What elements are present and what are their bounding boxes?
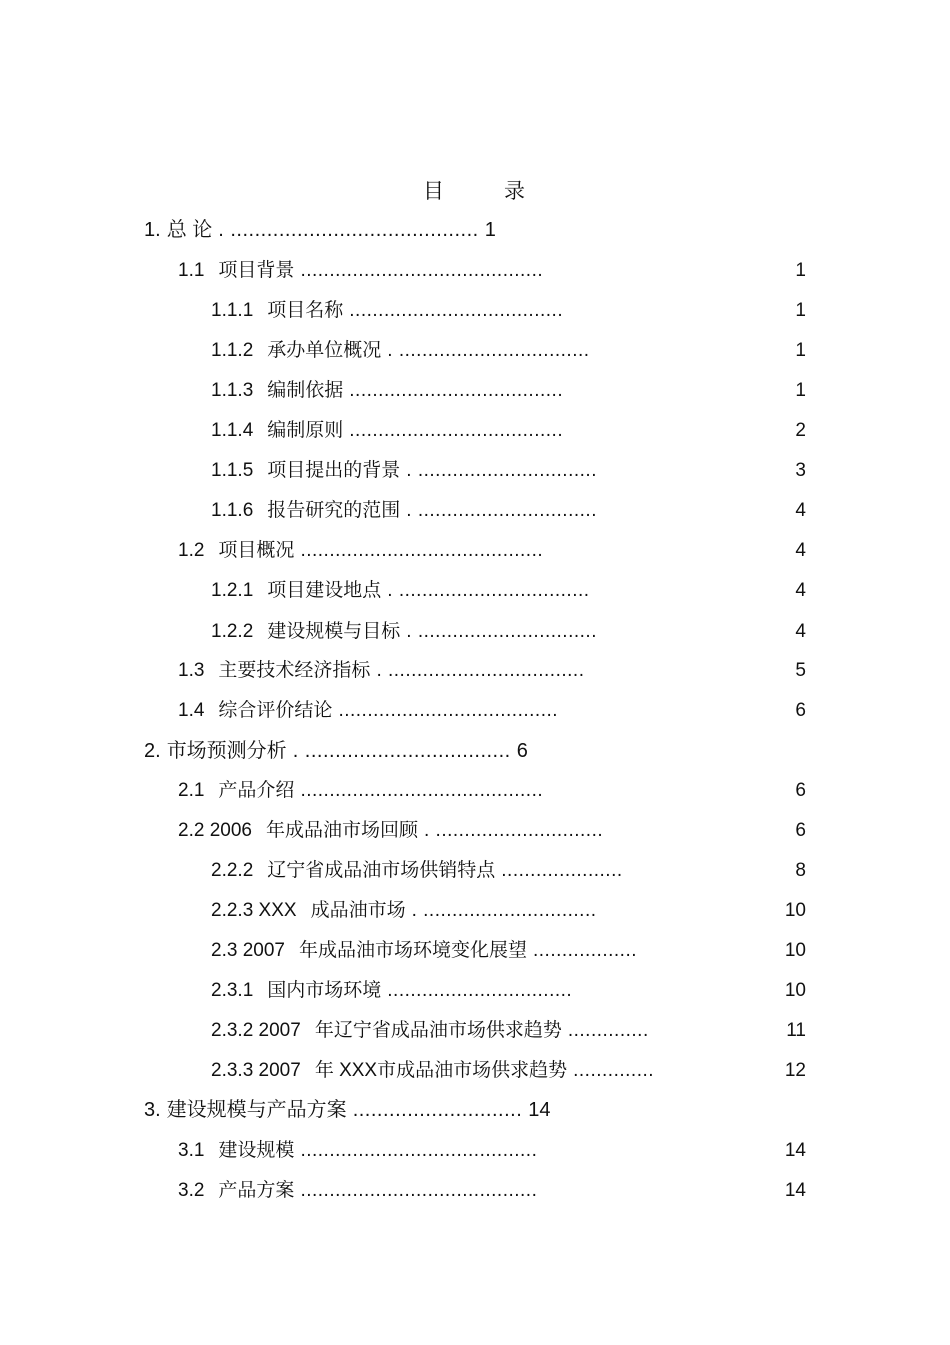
toc-leader-dots: . ................................. — [387, 580, 590, 601]
toc-leader-dots: ................................ — [387, 980, 573, 1001]
toc-entry-page: 5 — [795, 660, 806, 681]
toc-entry-label: 产品方案 — [218, 1180, 295, 1201]
toc-entry-page: 6 — [795, 700, 806, 721]
toc-entry-1-1-2[interactable] — [211, 338, 590, 364]
toc-entry-label: 承办单位概况 — [267, 340, 382, 361]
toc-entry-label: 年成品油市场回顾 — [265, 820, 418, 841]
toc-entry-page: 6 — [795, 820, 806, 841]
toc-leader-dots: ......................................... — [300, 1180, 538, 1201]
toc-entry-label: 年辽宁省成品油市场供求趋势 — [314, 1020, 562, 1041]
toc-entry-page: 2 — [795, 420, 806, 441]
toc-entry-label: 项目名称 — [267, 300, 344, 321]
toc-entry-page: 1 — [795, 340, 806, 361]
toc-entry-page: 3 — [795, 460, 806, 481]
toc-leader-dots: ............................ — [352, 1099, 523, 1121]
toc-entry-1-1[interactable] — [178, 258, 543, 284]
toc-entry-page: 4 — [795, 580, 806, 601]
toc-entry-1-2-2[interactable] — [211, 619, 597, 645]
toc-entry-page: 6 — [516, 740, 528, 762]
toc-entry-number: 2.3.3 2007 — [211, 1060, 301, 1081]
toc-leader-dots: .......................................... — [300, 260, 544, 281]
toc-entry-page: 1 — [484, 219, 496, 241]
toc-title-char-2: 录 — [504, 180, 527, 203]
toc-entry-label: 市场预测分析 — [166, 740, 287, 762]
toc-entry-number: 2.3 2007 — [211, 940, 285, 961]
toc-entry-number: 1.1 — [178, 260, 205, 281]
toc-entry-page: 6 — [795, 780, 806, 801]
toc-entry-number: 1.1.4 — [211, 420, 254, 441]
toc-entry-1-4[interactable] — [178, 698, 558, 724]
toc-entry-page: 10 — [784, 940, 806, 961]
toc-entry-page: 12 — [784, 1060, 806, 1081]
toc-entry-label: 产品介绍 — [218, 780, 295, 801]
toc-entry-page: 4 — [795, 540, 806, 561]
toc-entry-number: 1.1.6 — [211, 500, 254, 521]
toc-entry-label: 成品油市场 — [310, 900, 406, 921]
toc-entry-number: 1.2.2 — [211, 621, 254, 642]
toc-leader-dots: .......................................... — [300, 540, 544, 561]
toc-entry-label: 辽宁省成品油市场供销特点 — [267, 860, 496, 881]
toc-entry-number: 1.2.1 — [211, 580, 254, 601]
toc-entry-label: 编制依据 — [267, 380, 344, 401]
toc-entry-label: 项目背景 — [218, 260, 295, 281]
toc-entry-label: 综合评价结论 — [218, 700, 333, 721]
toc-entry-page: 14 — [528, 1099, 551, 1121]
toc-entry-label: 建设规模 — [218, 1140, 295, 1161]
toc-entry-page: 10 — [784, 980, 806, 1001]
toc-entry-label: 项目建设地点 — [267, 580, 382, 601]
toc-entry-3-1[interactable] — [178, 1138, 537, 1164]
toc-entry-number: 2.2.3 XXX — [211, 900, 297, 921]
toc-entry-number: 1.3 — [178, 660, 205, 681]
toc-entry-number: 3. — [144, 1099, 161, 1121]
toc-entry-number: 2.3.2 2007 — [211, 1020, 301, 1041]
toc-leader-dots: .............. — [573, 1060, 655, 1081]
toc-entry-page: 4 — [795, 621, 806, 642]
toc-entry-3-[interactable] — [144, 1097, 551, 1123]
toc-leader-dots: . ......................................... — [218, 219, 479, 241]
toc-leader-dots: . .................................. — [376, 660, 585, 681]
toc-entry-2-3-2-2007[interactable] — [211, 1018, 649, 1044]
toc-leader-dots: . .................................. — [292, 740, 511, 762]
toc-entry-label: 年成品油市场环境变化展望 — [298, 940, 527, 961]
toc-leader-dots: ..................... — [501, 860, 623, 881]
toc-entry-1-3[interactable] — [178, 658, 584, 684]
toc-entry-2-[interactable] — [144, 738, 528, 764]
toc-entry-number: 1. — [144, 219, 161, 241]
toc-leader-dots: ..................................... — [349, 420, 564, 441]
toc-entry-page: 1 — [795, 380, 806, 401]
toc-entry-number: 2. — [144, 740, 161, 762]
toc-entry-2-2-3-XXX[interactable] — [211, 898, 597, 924]
toc-leader-dots: . ............................... — [406, 500, 597, 521]
toc-entry-number: 2.2.2 — [211, 860, 254, 881]
toc-title — [0, 175, 950, 205]
toc-entry-1-1-3[interactable] — [211, 378, 563, 404]
toc-entry-label: 总 论 — [166, 219, 213, 241]
toc-entry-label: 编制原则 — [267, 420, 344, 441]
toc-leader-dots: . ............................. — [423, 820, 604, 841]
toc-entry-number: 3.2 — [178, 1180, 205, 1201]
toc-entry-number: 2.2 2006 — [178, 820, 252, 841]
toc-entry-number: 1.4 — [178, 700, 205, 721]
toc-leader-dots: .................. — [532, 940, 638, 961]
toc-leader-dots: ......................................... — [300, 1140, 538, 1161]
toc-leader-dots: . ............................... — [406, 460, 597, 481]
toc-entry-number: 2.1 — [178, 780, 205, 801]
toc-entry-2-2-2006[interactable] — [178, 818, 603, 844]
toc-entry-label: 国内市场环境 — [267, 980, 382, 1001]
toc-entry-2-2-2[interactable] — [211, 858, 623, 884]
toc-entry-number: 3.1 — [178, 1140, 205, 1161]
toc-entry-label: 建设规模与目标 — [267, 621, 401, 642]
toc-entry-1-2[interactable] — [178, 538, 543, 564]
toc-entry-number: 1.1.2 — [211, 340, 254, 361]
toc-entry-number: 1.2 — [178, 540, 205, 561]
toc-entry-1-[interactable] — [144, 217, 496, 243]
toc-entry-label: 建设规模与产品方案 — [166, 1099, 347, 1121]
toc-title-char-1: 目 — [423, 180, 446, 203]
toc-entry-2-3-3-2007[interactable] — [211, 1058, 654, 1084]
toc-entry-2-3-2007[interactable] — [211, 938, 637, 964]
toc-leader-dots: ..................................... — [349, 380, 564, 401]
toc-leader-dots: . .............................. — [411, 900, 597, 921]
toc-leader-dots: . ................................. — [387, 340, 590, 361]
toc-leader-dots: .......................................... — [300, 780, 544, 801]
toc-entry-label: 报告研究的范围 — [267, 500, 401, 521]
toc-leader-dots: ...................................... — [338, 700, 559, 721]
toc-entry-1-1-4[interactable] — [211, 418, 563, 444]
toc-entry-page: 14 — [784, 1140, 806, 1161]
toc-entry-page: 1 — [795, 260, 806, 281]
toc-entry-number: 1.1.3 — [211, 380, 254, 401]
toc-entry-1-1-1[interactable] — [211, 298, 563, 324]
toc-entry-2-1[interactable] — [178, 778, 543, 804]
toc-entry-page: 4 — [795, 500, 806, 521]
toc-entry-number: 1.1.5 — [211, 460, 254, 481]
toc-entry-2-3-1[interactable] — [211, 978, 572, 1004]
toc-entry-page: 8 — [795, 860, 806, 881]
toc-entry-number: 2.3.1 — [211, 980, 254, 1001]
toc-entry-3-2[interactable] — [178, 1178, 537, 1204]
toc-entry-page: 10 — [784, 900, 806, 921]
toc-entry-label: 年 XXX市成品油市场供求趋势 — [314, 1060, 568, 1081]
toc-entry-1-1-6[interactable] — [211, 498, 597, 524]
toc-entry-label: 主要技术经济指标 — [218, 660, 371, 681]
toc-entry-1-2-1[interactable] — [211, 578, 590, 604]
toc-entry-number: 1.1.1 — [211, 300, 254, 321]
toc-leader-dots: .............. — [567, 1020, 649, 1041]
toc-entry-1-1-5[interactable] — [211, 458, 597, 484]
toc-entry-label: 项目提出的背景 — [267, 460, 401, 481]
toc-entry-page: 1 — [795, 300, 806, 321]
toc-entry-page: 11 — [786, 1020, 806, 1041]
toc-entry-page: 14 — [784, 1180, 806, 1201]
toc-entry-label: 项目概况 — [218, 540, 295, 561]
toc-leader-dots: . ............................... — [406, 621, 597, 642]
toc-leader-dots: ..................................... — [349, 300, 564, 321]
